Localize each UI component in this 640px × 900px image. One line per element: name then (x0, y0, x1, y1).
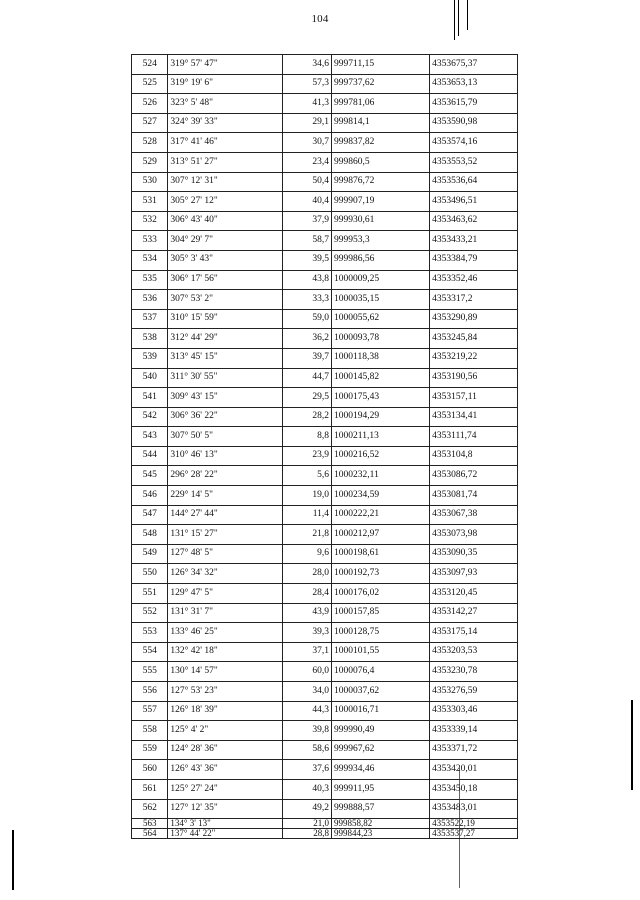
bearing-angle-cell: 134° 3' 13" (168, 819, 282, 829)
table-row (132, 584, 518, 604)
segment-length-cell: 21,0 (282, 819, 332, 829)
x-coordinate-cell: 999844,23 (332, 829, 430, 839)
x-coordinate-cell: 999953,3 (332, 231, 430, 251)
table-row (132, 388, 518, 408)
point-number-cell: 547 (132, 505, 168, 525)
x-coordinate-cell: 999711,15 (332, 55, 430, 75)
y-coordinate-cell: 4353675,37 (430, 55, 518, 75)
bearing-angle-cell: 307° 12' 31" (168, 172, 282, 192)
page-number: 104 (311, 13, 329, 25)
table-row (132, 211, 518, 231)
point-number-cell: 553 (132, 623, 168, 643)
bearing-angle-cell: 307° 53' 2" (168, 290, 282, 310)
y-coordinate-cell: 4353339,14 (430, 721, 518, 741)
scan-artifact-line (458, 0, 459, 36)
y-coordinate-cell: 4353097,93 (430, 564, 518, 584)
point-number-cell: 534 (132, 250, 168, 270)
table-row (132, 603, 518, 623)
point-number-cell: 537 (132, 309, 168, 329)
x-coordinate-cell: 999888,57 (332, 799, 430, 819)
bearing-angle-cell: 323° 5' 48" (168, 94, 282, 114)
segment-length-cell: 28,2 (282, 407, 332, 427)
segment-length-cell: 60,0 (282, 662, 332, 682)
y-coordinate-cell: 4353303,46 (430, 701, 518, 721)
bearing-angle-cell: 319° 19' 6" (168, 74, 282, 94)
y-coordinate-cell: 4353120,45 (430, 584, 518, 604)
x-coordinate-cell: 1000212,97 (332, 525, 430, 545)
point-number-cell: 554 (132, 642, 168, 662)
table-row (132, 172, 518, 192)
x-coordinate-cell: 1000176,02 (332, 584, 430, 604)
y-coordinate-cell: 4353111,74 (430, 427, 518, 447)
point-number-cell: 538 (132, 329, 168, 349)
point-number-cell: 558 (132, 721, 168, 741)
table-row (132, 192, 518, 212)
segment-length-cell: 34,0 (282, 682, 332, 702)
x-coordinate-cell: 1000101,55 (332, 642, 430, 662)
segment-length-cell: 58,6 (282, 740, 332, 760)
point-number-cell: 555 (132, 662, 168, 682)
bearing-angle-cell: 133° 46' 25" (168, 623, 282, 643)
table-row (132, 486, 518, 506)
bearing-angle-cell: 306° 43' 40" (168, 211, 282, 231)
segment-length-cell: 37,6 (282, 760, 332, 780)
y-coordinate-cell: 4353496,51 (430, 192, 518, 212)
y-coordinate-cell: 4353104,8 (430, 446, 518, 466)
segment-length-cell: 23,4 (282, 152, 332, 172)
x-coordinate-cell: 999990,49 (332, 721, 430, 741)
y-coordinate-cell: 4353219,22 (430, 348, 518, 368)
x-coordinate-cell: 1000016,71 (332, 701, 430, 721)
table-row (132, 682, 518, 702)
bearing-angle-cell: 296° 28' 22" (168, 466, 282, 486)
bearing-angle-cell: 324° 39' 33" (168, 113, 282, 133)
table-row (132, 368, 518, 388)
y-coordinate-cell: 4353175,14 (430, 623, 518, 643)
segment-length-cell: 28,8 (282, 829, 332, 839)
x-coordinate-cell: 1000157,85 (332, 603, 430, 623)
x-coordinate-cell: 1000076,4 (332, 662, 430, 682)
table-row (132, 55, 518, 75)
table-row (132, 74, 518, 94)
x-coordinate-cell: 1000232,11 (332, 466, 430, 486)
bearing-angle-cell: 130° 14' 57" (168, 662, 282, 682)
point-number-cell: 560 (132, 760, 168, 780)
point-number-cell: 548 (132, 525, 168, 545)
x-coordinate-cell: 999967,62 (332, 740, 430, 760)
y-coordinate-cell: 4353073,98 (430, 525, 518, 545)
point-number-cell: 526 (132, 94, 168, 114)
y-coordinate-cell: 4353317,2 (430, 290, 518, 310)
x-coordinate-cell: 999781,06 (332, 94, 430, 114)
bearing-angle-cell: 305° 3' 43" (168, 250, 282, 270)
x-coordinate-cell: 999907,19 (332, 192, 430, 212)
point-number-cell: 531 (132, 192, 168, 212)
table-row (132, 701, 518, 721)
segment-length-cell: 36,2 (282, 329, 332, 349)
x-coordinate-cell: 1000216,52 (332, 446, 430, 466)
segment-length-cell: 44,7 (282, 368, 332, 388)
x-coordinate-cell: 1000175,43 (332, 388, 430, 408)
y-coordinate-cell: 4353290,89 (430, 309, 518, 329)
x-coordinate-cell: 999934,46 (332, 760, 430, 780)
segment-length-cell: 39,7 (282, 348, 332, 368)
point-number-cell: 527 (132, 113, 168, 133)
point-number-cell: 561 (132, 779, 168, 799)
table-row (132, 623, 518, 643)
point-number-cell: 556 (132, 682, 168, 702)
segment-length-cell: 58,7 (282, 231, 332, 251)
table-row (132, 466, 518, 486)
y-coordinate-cell: 4353245,84 (430, 329, 518, 349)
table-row (132, 446, 518, 466)
x-coordinate-cell: 1000211,13 (332, 427, 430, 447)
scan-artifact-line (467, 0, 468, 30)
point-number-cell: 563 (132, 819, 168, 829)
point-number-cell: 535 (132, 270, 168, 290)
coordinates-table-body (132, 55, 518, 839)
table-row (132, 740, 518, 760)
bearing-angle-cell: 126° 43' 36" (168, 760, 282, 780)
point-number-cell: 559 (132, 740, 168, 760)
segment-length-cell: 43,8 (282, 270, 332, 290)
scan-artifact-line (12, 830, 14, 890)
x-coordinate-cell: 999814,1 (332, 113, 430, 133)
bearing-angle-cell: 127° 48' 5" (168, 544, 282, 564)
bearing-angle-cell: 127° 53' 23" (168, 682, 282, 702)
y-coordinate-cell: 4353352,46 (430, 270, 518, 290)
x-coordinate-cell: 1000009,25 (332, 270, 430, 290)
point-number-cell: 528 (132, 133, 168, 153)
segment-length-cell: 39,3 (282, 623, 332, 643)
segment-length-cell: 37,1 (282, 642, 332, 662)
segment-length-cell: 49,2 (282, 799, 332, 819)
table-row (132, 525, 518, 545)
bearing-angle-cell: 307° 50' 5" (168, 427, 282, 447)
point-number-cell: 532 (132, 211, 168, 231)
bearing-angle-cell: 319° 57' 47" (168, 55, 282, 75)
table-row (132, 779, 518, 799)
segment-length-cell: 28,4 (282, 584, 332, 604)
bearing-angle-cell: 312° 44' 29" (168, 329, 282, 349)
bearing-angle-cell: 306° 36' 22" (168, 407, 282, 427)
bearing-angle-cell: 131° 15' 27" (168, 525, 282, 545)
table-row (132, 407, 518, 427)
table-row (132, 427, 518, 447)
y-coordinate-cell: 4353203,53 (430, 642, 518, 662)
segment-length-cell: 40,3 (282, 779, 332, 799)
x-coordinate-cell: 1000198,61 (332, 544, 430, 564)
x-coordinate-cell: 1000037,62 (332, 682, 430, 702)
point-number-cell: 525 (132, 74, 168, 94)
segment-length-cell: 43,9 (282, 603, 332, 623)
segment-length-cell: 34,6 (282, 55, 332, 75)
point-number-cell: 550 (132, 564, 168, 584)
x-coordinate-cell: 999737,62 (332, 74, 430, 94)
bearing-angle-cell: 125° 27' 24" (168, 779, 282, 799)
point-number-cell: 549 (132, 544, 168, 564)
segment-length-cell: 59,0 (282, 309, 332, 329)
table-row (132, 290, 518, 310)
table-row (132, 721, 518, 741)
y-coordinate-cell: 4353142,27 (430, 603, 518, 623)
x-coordinate-cell: 1000222,21 (332, 505, 430, 525)
table-row (132, 829, 518, 839)
bearing-angle-cell: 313° 51' 27" (168, 152, 282, 172)
segment-length-cell: 39,5 (282, 250, 332, 270)
x-coordinate-cell: 999876,72 (332, 172, 430, 192)
point-number-cell: 530 (132, 172, 168, 192)
point-number-cell: 541 (132, 388, 168, 408)
y-coordinate-cell: 4353090,35 (430, 544, 518, 564)
segment-length-cell: 8,8 (282, 427, 332, 447)
segment-length-cell: 44,3 (282, 701, 332, 721)
y-coordinate-cell: 4353086,72 (430, 466, 518, 486)
table-row (132, 231, 518, 251)
y-coordinate-cell: 4353433,21 (430, 231, 518, 251)
y-coordinate-cell: 4353615,79 (430, 94, 518, 114)
table-row (132, 505, 518, 525)
segment-length-cell: 9,6 (282, 544, 332, 564)
bearing-angle-cell: 309° 43' 15" (168, 388, 282, 408)
bearing-angle-cell: 126° 18' 39" (168, 701, 282, 721)
table-row (132, 799, 518, 819)
bearing-angle-cell: 310° 46' 13" (168, 446, 282, 466)
point-number-cell: 543 (132, 427, 168, 447)
x-coordinate-cell: 1000192,73 (332, 564, 430, 584)
point-number-cell: 564 (132, 829, 168, 839)
table-row (132, 662, 518, 682)
y-coordinate-cell: 4353190,56 (430, 368, 518, 388)
y-coordinate-cell: 4353590,98 (430, 113, 518, 133)
y-coordinate-cell: 4353463,62 (430, 211, 518, 231)
x-coordinate-cell: 999837,82 (332, 133, 430, 153)
x-coordinate-cell: 999860,5 (332, 152, 430, 172)
x-coordinate-cell: 1000093,78 (332, 329, 430, 349)
bearing-angle-cell: 311° 30' 55" (168, 368, 282, 388)
point-number-cell: 540 (132, 368, 168, 388)
segment-length-cell: 40,4 (282, 192, 332, 212)
bearing-angle-cell: 131° 31' 7" (168, 603, 282, 623)
point-number-cell: 562 (132, 799, 168, 819)
y-coordinate-cell: 4353157,11 (430, 388, 518, 408)
bearing-angle-cell: 144° 27' 44" (168, 505, 282, 525)
bearing-angle-cell: 304° 29' 7" (168, 231, 282, 251)
y-coordinate-cell: 4353574,16 (430, 133, 518, 153)
bearing-angle-cell: 125° 4' 2" (168, 721, 282, 741)
bearing-angle-cell: 124° 28' 36" (168, 740, 282, 760)
point-number-cell: 536 (132, 290, 168, 310)
y-coordinate-cell: 4353537,27 (430, 829, 518, 839)
segment-length-cell: 30,7 (282, 133, 332, 153)
point-number-cell: 542 (132, 407, 168, 427)
y-coordinate-cell: 4353553,52 (430, 152, 518, 172)
y-coordinate-cell: 4353420,01 (430, 760, 518, 780)
y-coordinate-cell: 4353371,72 (430, 740, 518, 760)
table-row (132, 270, 518, 290)
y-coordinate-cell: 4353653,13 (430, 74, 518, 94)
table-row (132, 564, 518, 584)
x-coordinate-cell: 1000055,62 (332, 309, 430, 329)
segment-length-cell: 39,8 (282, 721, 332, 741)
y-coordinate-cell: 4353230,78 (430, 662, 518, 682)
bearing-angle-cell: 129° 47' 5" (168, 584, 282, 604)
segment-length-cell: 28,0 (282, 564, 332, 584)
point-number-cell: 544 (132, 446, 168, 466)
point-number-cell: 533 (132, 231, 168, 251)
coordinates-table-container (131, 54, 518, 839)
x-coordinate-cell: 999986,56 (332, 250, 430, 270)
bearing-angle-cell: 126° 34' 32" (168, 564, 282, 584)
segment-length-cell: 37,9 (282, 211, 332, 231)
x-coordinate-cell: 999858,82 (332, 819, 430, 829)
y-coordinate-cell: 4353384,79 (430, 250, 518, 270)
point-number-cell: 551 (132, 584, 168, 604)
segment-length-cell: 19,0 (282, 486, 332, 506)
table-row (132, 309, 518, 329)
table-row (132, 152, 518, 172)
segment-length-cell: 23,9 (282, 446, 332, 466)
y-coordinate-cell: 4353134,41 (430, 407, 518, 427)
segment-length-cell: 29,1 (282, 113, 332, 133)
bearing-angle-cell: 127° 12' 35" (168, 799, 282, 819)
y-coordinate-cell: 4353536,64 (430, 172, 518, 192)
segment-length-cell: 50,4 (282, 172, 332, 192)
point-number-cell: 557 (132, 701, 168, 721)
x-coordinate-cell: 1000035,15 (332, 290, 430, 310)
segment-length-cell: 11,4 (282, 505, 332, 525)
segment-length-cell: 21,8 (282, 525, 332, 545)
scan-artifact-line (631, 700, 633, 790)
bearing-angle-cell: 137° 44' 22" (168, 829, 282, 839)
point-number-cell: 529 (132, 152, 168, 172)
table-row (132, 133, 518, 153)
table-row (132, 250, 518, 270)
x-coordinate-cell: 1000194,29 (332, 407, 430, 427)
point-number-cell: 539 (132, 348, 168, 368)
y-coordinate-cell: 4353483,01 (430, 799, 518, 819)
point-number-cell: 524 (132, 55, 168, 75)
coordinates-table (131, 54, 518, 839)
table-row (132, 113, 518, 133)
x-coordinate-cell: 1000145,82 (332, 368, 430, 388)
y-coordinate-cell: 4353522,19 (430, 819, 518, 829)
bearing-angle-cell: 229° 14' 5" (168, 486, 282, 506)
bearing-angle-cell: 305° 27' 12" (168, 192, 282, 212)
table-row (132, 544, 518, 564)
segment-length-cell: 5,6 (282, 466, 332, 486)
point-number-cell: 546 (132, 486, 168, 506)
y-coordinate-cell: 4353450,18 (430, 779, 518, 799)
point-number-cell: 545 (132, 466, 168, 486)
segment-length-cell: 29,5 (282, 388, 332, 408)
x-coordinate-cell: 1000118,38 (332, 348, 430, 368)
y-coordinate-cell: 4353067,38 (430, 505, 518, 525)
y-coordinate-cell: 4353276,59 (430, 682, 518, 702)
x-coordinate-cell: 999930,61 (332, 211, 430, 231)
table-row (132, 642, 518, 662)
table-row (132, 329, 518, 349)
segment-length-cell: 41,3 (282, 94, 332, 114)
x-coordinate-cell: 1000234,59 (332, 486, 430, 506)
x-coordinate-cell: 999911,95 (332, 779, 430, 799)
y-coordinate-cell: 4353081,74 (430, 486, 518, 506)
bearing-angle-cell: 132° 42' 18" (168, 642, 282, 662)
table-row (132, 819, 518, 829)
bearing-angle-cell: 306° 17' 56" (168, 270, 282, 290)
bearing-angle-cell: 310° 15' 59" (168, 309, 282, 329)
bearing-angle-cell: 313° 45' 15" (168, 348, 282, 368)
segment-length-cell: 57,3 (282, 74, 332, 94)
table-row (132, 760, 518, 780)
table-row (132, 348, 518, 368)
x-coordinate-cell: 1000128,75 (332, 623, 430, 643)
bearing-angle-cell: 317° 41' 46" (168, 133, 282, 153)
point-number-cell: 552 (132, 603, 168, 623)
table-row (132, 94, 518, 114)
segment-length-cell: 33,3 (282, 290, 332, 310)
scan-artifact-line (454, 0, 455, 40)
